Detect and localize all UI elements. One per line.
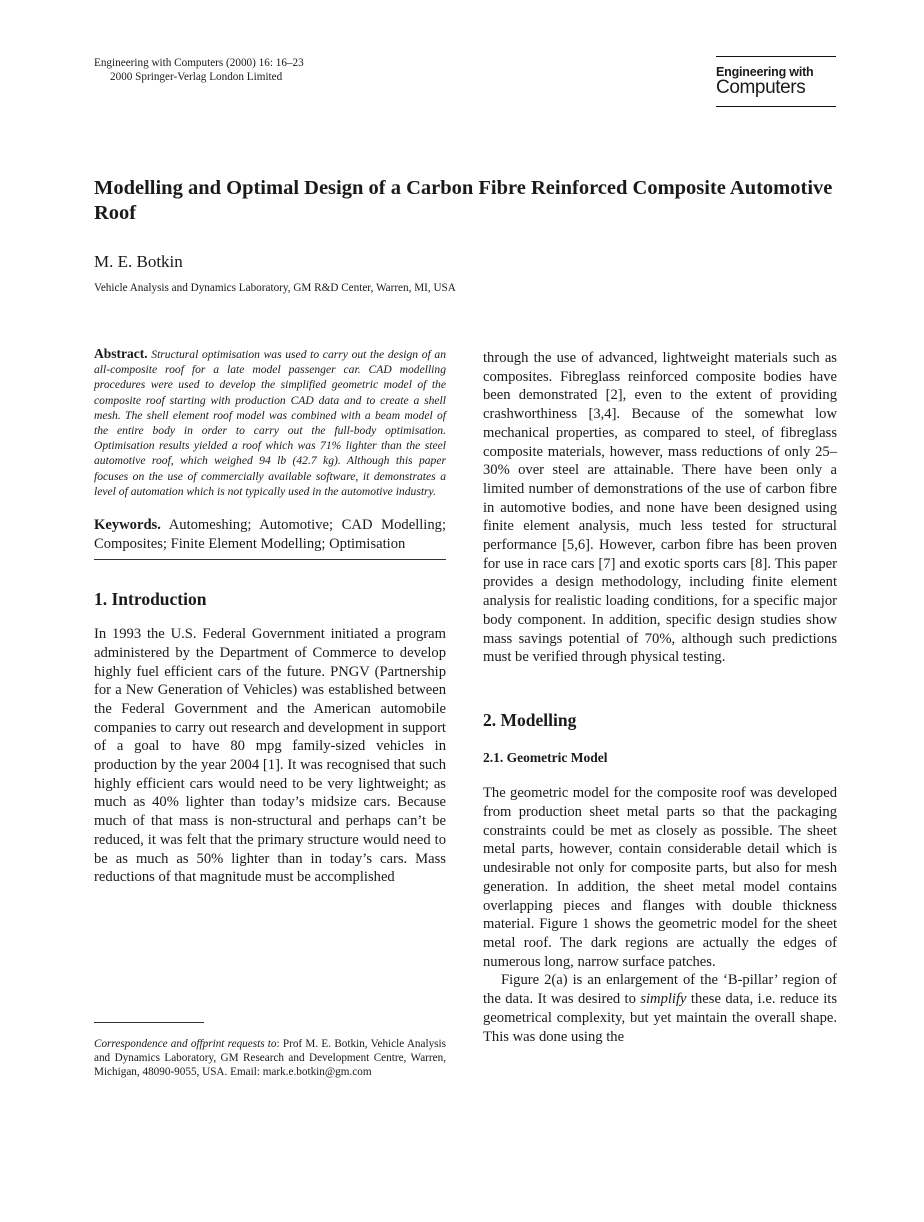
footnote-text: : Prof M. E. Botkin, Vehicle Analysis and Dynamics Laboratory, GM Research and Development Centre, Warren, Michigan, 48090-9055, USA. Email: mark.e.botkin@gm.com [94, 1038, 446, 1078]
logo-line-2: Computers [716, 77, 806, 98]
journal-logo [716, 56, 836, 107]
paragraph2-part-b: these data, i.e. reduce its geometrical complexity, but yet maintain the overall shape. This was done using the [483, 991, 837, 1045]
copyright-notice: 2000 Springer-Verlag London Limited [110, 71, 283, 83]
abstract [94, 346, 446, 499]
paragraph2-part-a: Figure 2(a) is an enlargement of the ‘B-pillar’ region of the data. It was desired to [483, 972, 837, 1008]
subsection-heading-geometric-model: 2.1. Geometric Model [483, 749, 608, 765]
logo-top-rule [716, 56, 836, 57]
introduction-paragraph: In 1993 the U.S. Federal Government initiated a program administered by the Department of Commerce to develop highly fuel efficient cars of the future. PNGV (Partnership for a New Generation of Vehicles) was established between the Federal Government and the American automobile companies to carry out research and development in support of a goal to have 80 mpg family-sized vehicles in production by the year 2004 [1]. It was recognised that such highly efficient cars would need to be very lightweight; as much as 40% lighter than today’s midsize cars. Because much of that mass is non-structural and perhaps can’t be reduced, it was felt that the primary structure would need to be as much as 50% lighter than in today’s cars. Mass reductions of that magnitude must be accomplished [94, 626, 446, 886]
geometric-model-paragraph-2 [483, 971, 837, 1046]
article-author: M. E. Botkin [94, 252, 183, 271]
journal-citation-block [94, 56, 304, 84]
logo-line-1: Engineering with [716, 65, 814, 79]
section-heading-modelling: 2. Modelling [483, 709, 577, 730]
correspondence-footnote [94, 1037, 446, 1079]
keywords [94, 516, 446, 553]
keywords-label: Keywords. [94, 517, 161, 534]
article-title: Modelling and Optimal Design of a Carbon Fibre Reinforced Composite Automotive Roof [94, 177, 833, 224]
geometric-model-paragraph-1: The geometric model for the composite roof was developed from production sheet metal parts so that the packaging constraints could be met as closely as possible. The sheet metal parts, however, contain considerable detail which is undesirable not only for composite parts, but also for mesh generation. In addition, the sheet metal model contains overlapping pieces and flanges with double thickness material. Figure 1 shows the geometric model for the sheet metal roof. The dark regions are actually the edges of numerous long, narrow surface patches. [483, 785, 837, 970]
paragraph2-emphasis: simplify [640, 991, 687, 1008]
author-affiliation: Vehicle Analysis and Dynamics Laboratory, GM R&D Center, Warren, MI, USA [94, 282, 456, 294]
abstract-divider [94, 559, 446, 560]
left-column [94, 346, 446, 887]
journal-citation: Engineering with Computers (2000) 16: 16–23 [94, 57, 304, 69]
section-heading-introduction: 1. Introduction [94, 589, 207, 610]
footnote-rule [94, 1022, 204, 1023]
keywords-text: Automeshing; Automotive; CAD Modelling; Composites; Finite Element Modelling; Optimisation [94, 517, 447, 552]
introduction-continuation: through the use of advanced, lightweight materials such as composites. Fibreglass reinforced composite bodies have been demonstrated [2], even to the extent of providing crashworthiness [3,4]. Because of the somewhat low mechanical properties, as compared to steel, of fibreglass composite materials, however, mass reductions of only 25–30% over steel are attainable. There have been only a limited number of demonstrations of the use of carbon fibre in automotive bodies, and none have been designed using finite element analysis, much less tested for structural performance [5,6]. However, carbon fibre has been proven for use in race cars [7] and exotic sports cars [8]. This paper provides a design methodology, including finite element analysis for realistic loading conditions, for a specific major body component. In addition, specific design studies show mass savings potential of 70%, although such predictions must be verified through physical testing. [483, 350, 837, 666]
footnote-label: Correspondence and offprint requests to [94, 1038, 277, 1050]
logo-bottom-rule [716, 106, 836, 107]
abstract-label: Abstract. [94, 346, 148, 361]
right-column [483, 349, 837, 1046]
abstract-text: Structural optimisation was used to carry out the design of an all-composite roof for a late model passenger car. CAD modelling procedures were used to develop the simplified geometric model of the composite roof starting with production CAD data and to create a shell mesh. The shell element roof model was combined with a beam model of the entire body in order to carry out the full-body optimisation. Optimisation results yielded a roof which was 71% lighter than the steel automotive roof, which weighed 94 lb (42.7 kg). Although this paper focuses on the use of commercially available software, it demonstrates a level of automation which is not typically used in the automotive industry. [94, 348, 447, 498]
